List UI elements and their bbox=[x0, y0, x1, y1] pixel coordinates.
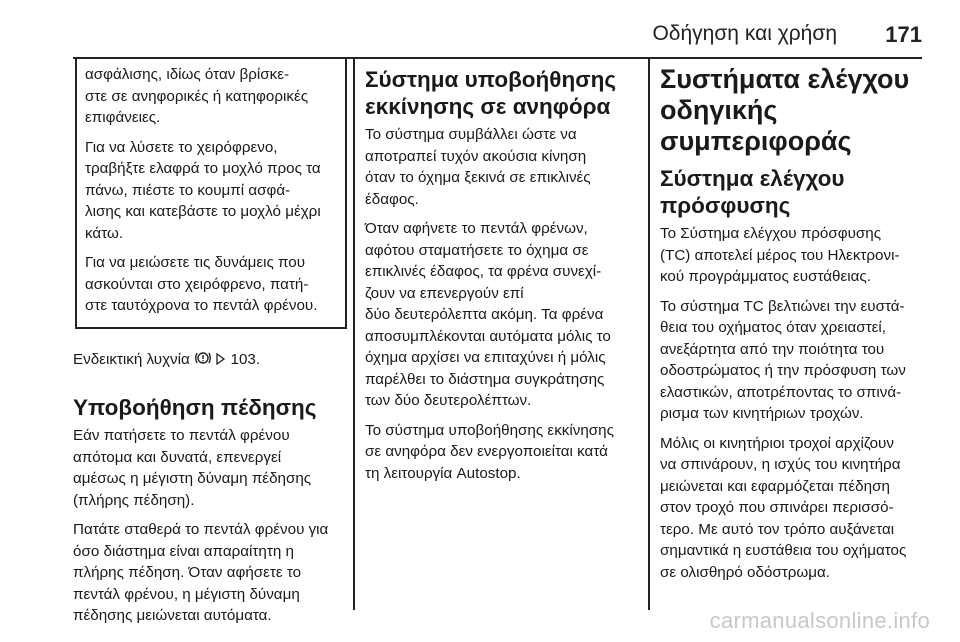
section-title: Οδήγηση και χρήση bbox=[652, 22, 837, 45]
column-3 bbox=[660, 58, 930, 591]
column-2 bbox=[365, 58, 635, 492]
column-divider-2 bbox=[648, 58, 650, 610]
reference-line bbox=[73, 349, 343, 373]
paragraph: Όταν αφήνετε το πεντάλ φρένων, αφότου σταματήσετε το όχημα σε επικλινές έδαφος, τα φρένα συνεχί- ζουν να επενεργούν επί δύο δευτερόλεπτα ακόμη. Τα φρένα αποσυμπλέκονται αυτόματα μόλις το όχημα αρχίσει να επιταχύνει ή μόλις παρέλθει το διάστημα συγκράτησης των δύο δευτερολέπτων. bbox=[365, 220, 611, 409]
column-1 bbox=[73, 58, 343, 635]
section-heading: Σύστημα υποβοήθησης εκκίνησης σε ανηφόρα bbox=[365, 67, 617, 119]
paragraph: Το Σύστημα ελέγχου πρόσφυσης (TC) αποτελεί μέρος του Ηλεκτρονι- κού προγράμματος ευστάθειας. bbox=[660, 225, 900, 285]
paragraph: Το σύστημα TC βελτιώνει την ευστά- θεια του οχήματος όταν χρειαστεί, ανεξάρτητα από την ποιότητα του οδοστρώματος ή την πρόσφυση των ελαστικών, αποτρέποντας το σπινά- ρισμα των κινητήριων τροχών. bbox=[660, 297, 906, 422]
reference-page[interactable]: 103. bbox=[230, 350, 261, 368]
reference-text: Ενδεικτική λυχνία bbox=[73, 350, 190, 368]
note-box bbox=[75, 58, 347, 329]
brake-warning-icon bbox=[194, 350, 212, 373]
chapter-heading: Συστήματα ελέγχου οδηγικής συμπεριφοράς bbox=[660, 64, 910, 156]
note-paragraph: Για να μειώσετε τις δυνάμεις που ασκούνται στο χειρόφρενο, πατή- στε ταυτόχρονα το πεντάλ φρένου. bbox=[85, 254, 318, 314]
paragraph: Το σύστημα συμβάλλει ώστε να αποτραπεί τυχόν ακούσια κίνηση όταν το όχημα ξεκινά σε επικλινές έδαφος. bbox=[365, 126, 591, 208]
section-heading: Υποβοήθηση πέδησης bbox=[73, 395, 317, 420]
paragraph: Το σύστημα υποβοήθησης εκκίνησης σε ανηφόρα δεν ενεργοποιείται κατά τη λειτουργία Autostop. bbox=[365, 421, 614, 482]
watermark: carmanualsonline.info bbox=[709, 608, 930, 633]
page-number: 171 bbox=[885, 22, 922, 47]
page-header bbox=[60, 22, 922, 56]
reference-arrow-icon bbox=[216, 351, 226, 373]
note-paragraph: Για να λύσετε το χειρόφρενο, τραβήξτε ελαφρά το μοχλό προς τα πάνω, πιέστε το κουμπί ασφά- λισης και κατεβάστε το μοχλό μέχρι κάτω. bbox=[85, 138, 321, 242]
note-paragraph: ασφάλισης, ιδίως όταν βρίσκε- στε σε ανηφορικές ή κατηφορικές επιφάνειες. bbox=[85, 66, 309, 126]
column-divider-1 bbox=[353, 58, 355, 610]
section-heading: Σύστημα ελέγχου πρόσφυσης bbox=[660, 166, 845, 218]
paragraph: Μόλις οι κινητήριοι τροχοί αρχίζουν να σπινάρουν, η ισχύς του κινητήρα μειώνεται και εφαρμόζεται πέδηση στον τροχό που σπινάρει περισσό- τερο. Με αυτό τον τρόπο αυξάνεται σημαντικά η ευστάθεια του οχήματος σε ολισθηρό οδόστρωμα. bbox=[660, 434, 907, 581]
paragraph: Πατάτε σταθερά το πεντάλ φρένου για όσο διάστημα είναι απαραίτητη η πλήρης πέδηση. Όταν αφήσετε το πεντάλ φρένου, η μέγιστη δύναμη πέδησης μειώνεται αυτόματα. bbox=[73, 521, 329, 624]
paragraph: Εάν πατήσετε το πεντάλ φρένου απότομα και δυνατά, επενεργεί αμέσως η μέγιστη δύναμη πέδησης (πλήρης πέδηση). bbox=[73, 427, 312, 509]
